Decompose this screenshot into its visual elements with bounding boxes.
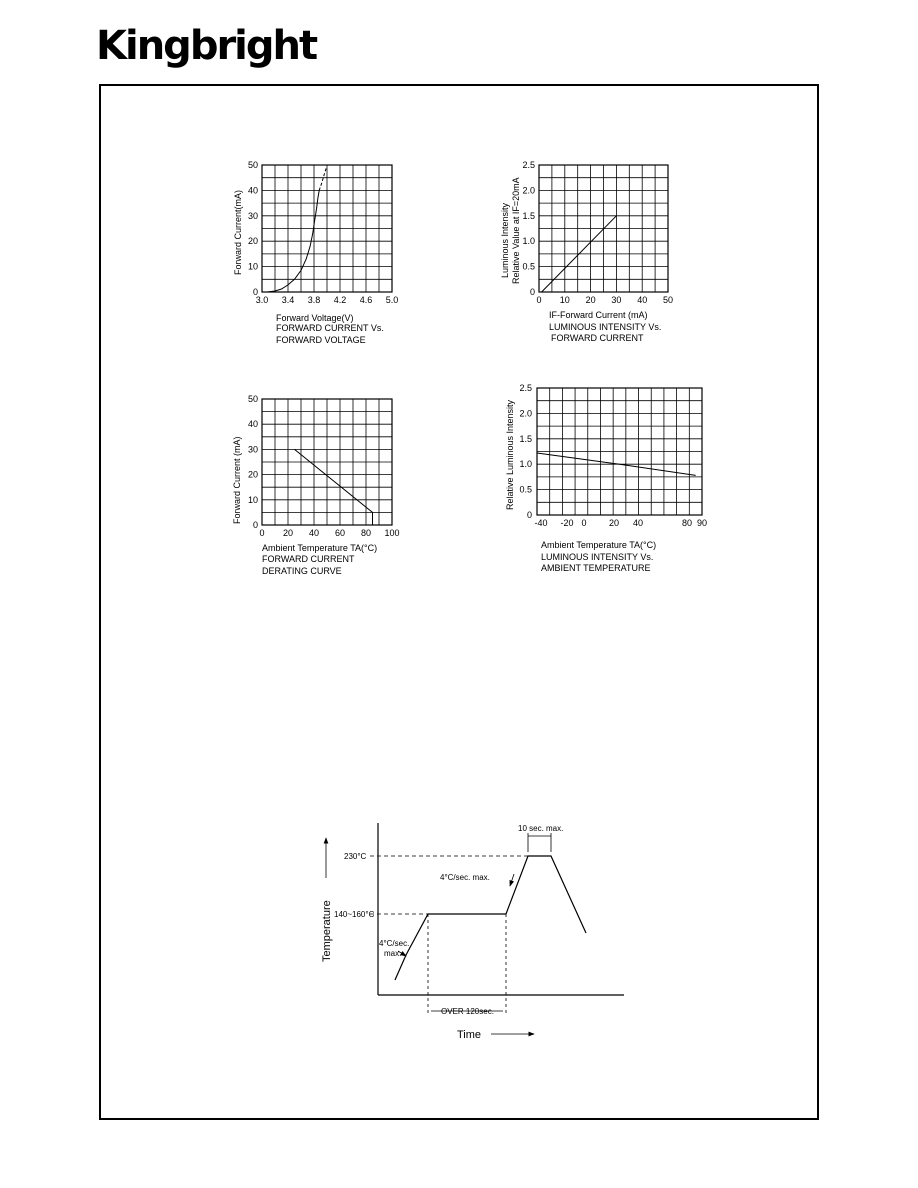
- y-tick-label: 40: [247, 419, 258, 430]
- chart-forward-current-vs-voltage: [248, 160, 398, 305]
- y-tick-label: 0: [252, 287, 258, 297]
- chart0-xlabel: Forward Voltage(V): [276, 313, 354, 323]
- y-tick-label: 0.5: [522, 261, 535, 272]
- chart1-ylabel1: Luminous Intensity: [500, 202, 510, 278]
- y-tick-label: 1.0: [522, 236, 535, 247]
- chart0-caption1: FORWARD CURRENT Vs.: [276, 323, 384, 333]
- x-tick-label: 4.6: [359, 295, 373, 305]
- y-tick-label: 0: [526, 510, 532, 520]
- solder-profile-diagram: [321, 823, 624, 1041]
- ramp-up-arrow: [510, 874, 514, 886]
- chart3-caption1: LUMINOUS INTENSITY Vs.: [541, 552, 654, 562]
- y-tick-label: 0: [529, 287, 535, 297]
- x-tick-label: 20: [585, 295, 596, 305]
- y-tick-label: 0: [252, 520, 258, 530]
- preheat-ramp-label2: max.: [384, 949, 402, 958]
- y-tick-label: 2.0: [519, 408, 532, 419]
- x-tick-label: -40: [534, 518, 548, 528]
- x-tick-label: 50: [662, 295, 674, 305]
- x-tick-label: 100: [384, 528, 400, 538]
- y-tick-label: 0.5: [519, 484, 532, 495]
- chart3-xlabel: Ambient Temperature TA(°C): [541, 540, 657, 550]
- x-tick-label: 10: [559, 295, 570, 305]
- profile-xlabel: Time: [457, 1029, 482, 1041]
- y-tick-label: 1.5: [519, 433, 532, 444]
- peak-time-label: 10 sec. max.: [518, 824, 564, 833]
- x-tick-label: 5.0: [385, 295, 399, 305]
- y-tick-label: 1.5: [522, 210, 535, 221]
- profile-curve: [395, 856, 586, 980]
- brand-logo: Kingbright: [96, 23, 317, 69]
- chart1-caption2: FORWARD CURRENT: [551, 333, 644, 343]
- chart3-caption2: AMBIENT TEMPERATURE: [541, 563, 651, 573]
- y-tick-label: 40: [247, 185, 258, 196]
- chart3-ylabel: Relative Luminous Intensity: [505, 399, 515, 510]
- chart-luminous-vs-temperature: [519, 383, 707, 528]
- y-tick-label: 2.5: [522, 160, 535, 170]
- y-tick-label: 30: [247, 444, 258, 455]
- profile-ylabel: Temperature: [321, 900, 333, 962]
- x-tick-label: 40: [308, 528, 320, 538]
- x-tick-label: 0: [581, 518, 587, 528]
- x-tick-label: 3.4: [281, 295, 295, 305]
- y-tick-label: 50: [247, 160, 258, 170]
- x-tick-label: 0: [259, 528, 265, 538]
- y-tick-label: 50: [247, 394, 258, 404]
- chart-derating-curve: [248, 394, 400, 538]
- chart-luminous-vs-current: [522, 160, 673, 305]
- chart1-ylabel2: Relative Value at IF=20mA: [511, 177, 521, 284]
- chart1-caption1: LUMINOUS INTENSITY Vs.: [549, 322, 662, 332]
- x-tick-label: 40: [632, 518, 644, 528]
- series-line: [319, 168, 326, 191]
- chart2-caption2: DERATING CURVE: [262, 566, 342, 576]
- x-tick-label: 80: [360, 528, 372, 538]
- y-tick-label: 20: [247, 469, 258, 480]
- x-tick-label: 60: [334, 528, 346, 538]
- x-tick-label: 80: [681, 518, 693, 528]
- y-tick-label: 10: [247, 494, 258, 505]
- y-tick-label: 2.0: [522, 185, 535, 196]
- ramp-up-label: 4°C/sec. max.: [440, 873, 490, 882]
- y-tick-label: 30: [247, 210, 258, 221]
- chart0-ylabel: Forward Current(mA): [233, 189, 243, 275]
- y-tick-label: 1.0: [519, 459, 532, 470]
- preheat-ramp-label1: 4°C/sec.: [379, 939, 410, 948]
- x-tick-label: 20: [608, 518, 620, 528]
- y-tick-label: 20: [247, 236, 258, 247]
- y-tick-label: 2.5: [519, 383, 532, 393]
- x-tick-label: 3.0: [255, 295, 269, 305]
- x-tick-label: 90: [696, 518, 708, 528]
- chart1-xlabel: IF-Forward Current (mA): [549, 310, 648, 320]
- preheat-temp-label: 140~160°C: [334, 910, 375, 919]
- x-tick-label: 3.8: [307, 295, 321, 305]
- peak-temp-label: 230°C: [344, 852, 367, 861]
- chart0-caption2: FORWARD VOLTAGE: [276, 335, 366, 345]
- chart2-caption1: FORWARD CURRENT: [262, 554, 355, 564]
- chart2-xlabel: Ambient Temperature TA(°C): [262, 543, 378, 553]
- x-tick-label: -20: [560, 518, 574, 528]
- x-tick-label: 4.2: [333, 295, 347, 305]
- x-tick-label: 0: [536, 295, 542, 305]
- preheat-time-label: OVER 120sec.: [441, 1007, 494, 1016]
- y-tick-label: 10: [247, 261, 258, 272]
- x-tick-label: 40: [637, 295, 648, 305]
- x-tick-label: 30: [611, 295, 622, 305]
- chart2-ylabel: Forward Current (mA): [232, 436, 242, 524]
- x-tick-label: 20: [282, 528, 294, 538]
